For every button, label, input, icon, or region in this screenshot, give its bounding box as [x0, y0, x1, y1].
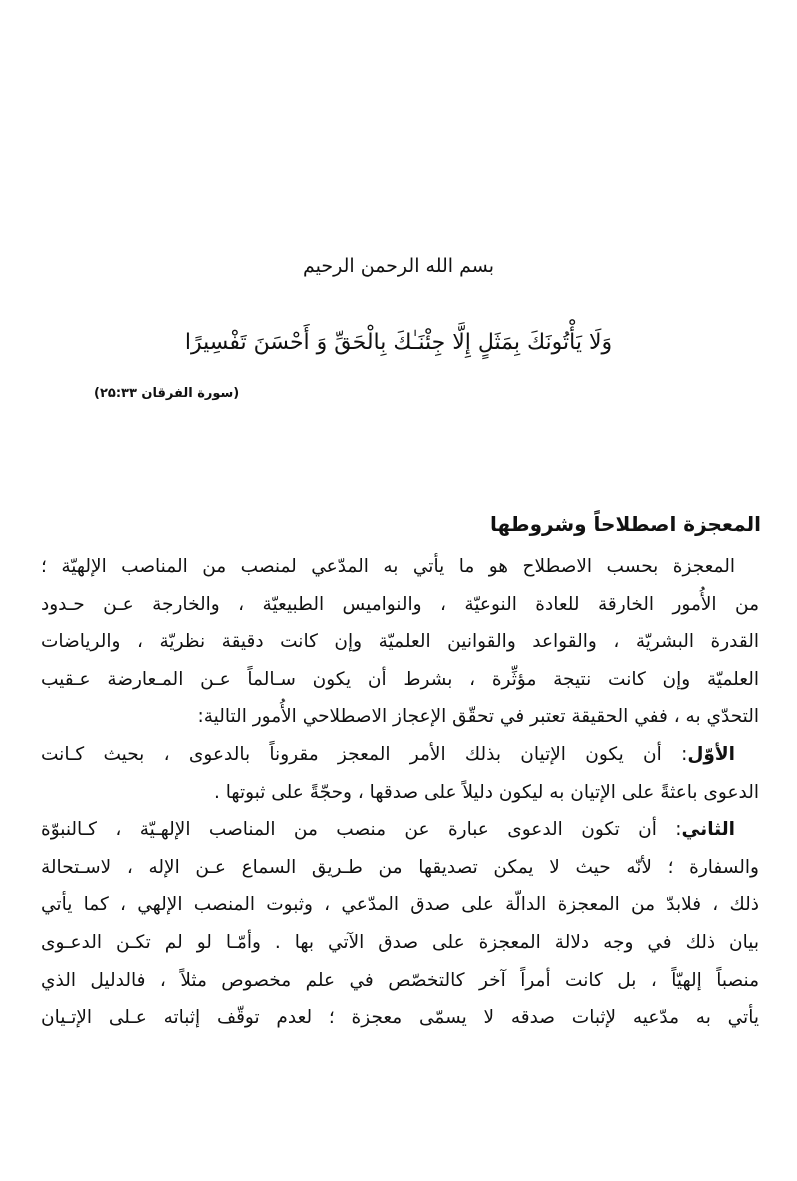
second-term: الثاني [681, 819, 735, 841]
first-term: الأوّل [687, 743, 735, 765]
second-condition-line: والسفارة ؛ لأنّه حيث لا يمكن تصديقها من طـريق السماع عـن الإله ، لاسـتحالة [41, 856, 759, 878]
second-condition-line: بيان ذلك في وجه دلالة المعجزة على صدق الآتي بها . وأمّـا لو لم تكـن الدعـوى [41, 931, 759, 953]
paragraph-line: القدرة البشريّة ، والقواعد والقوانين العلميّة وإن كانت دقيقة نظريّة ، والرياضات [41, 631, 759, 653]
paragraph-line: العلميّة وإن كانت نتيجة مؤثِّرة ، بشرط أن يكون سـالماً عـن المـعارضة عـقيب [41, 668, 759, 690]
second-condition-line: يأتي به مدّعيه لإثبات صدقه لا يسمّى معجزة ؛ لعدم توقّف إثباته عـلى الإتـيان [41, 1007, 759, 1029]
section-title: المعجزة اصطلاحاً وشروطها [490, 512, 761, 536]
second-condition-line: ذلك ، فلابدّ من المعجزة الدالّة على صدق المدّعي ، وثبوت المنصب الإلهي ، كما يأتي [41, 894, 759, 916]
basmala: بسم الله الرحمن الرحيم [303, 255, 494, 277]
first-condition-line [41, 736, 759, 774]
paragraph-line: التحدّي به ، ففي الحقيقة تعتبر في تحقّق الإعجاز الاصطلاحي الأُمور التالية: [197, 706, 759, 728]
first-condition-line: الدعوى باعثةً على الإتيان به ليكون دليلاً على صدقها ، وحجّةً على ثبوتها . [214, 781, 759, 803]
quran-verse: وَلَا يَأْتُونَكَ بِمَثَلٍ إِلَّا جِئْنَـٰكَ بِالْحَقِّ وَ أَحْسَنَ تَفْسِيرًا [184, 330, 613, 355]
second-condition-line: منصباً إلهيّاً ، بل كانت أمراً آخر كالتخصّص في علم مخصوص مثلاً ، فالدليل الذي [41, 969, 759, 991]
first-condition-text: : أن يكون الإتيان بذلك الأمر المعجز مقروناً بالدعوى ، بحيث كـانت [41, 743, 688, 765]
second-condition-line [41, 811, 759, 849]
verse-citation: (سورة الفرقان ۲۵:۳۳) [94, 386, 240, 401]
paragraph-line: من الأُمور الخارقة للعادة النوعيّة ، والنواميس الطبيعيّة ، والخارجة عـن حـدود [41, 593, 759, 615]
paragraph-line: المعجزة بحسب الاصطلاح هو ما يأتي به المدّعي لمنصب من المناصب الإلهيّة ؛ [41, 556, 735, 577]
body-text [41, 548, 759, 1037]
second-condition-text: : أن تكون الدعوى عبارة عن منصب من المناصب الإلهـيّة ، كـالنبوّة [41, 819, 682, 841]
